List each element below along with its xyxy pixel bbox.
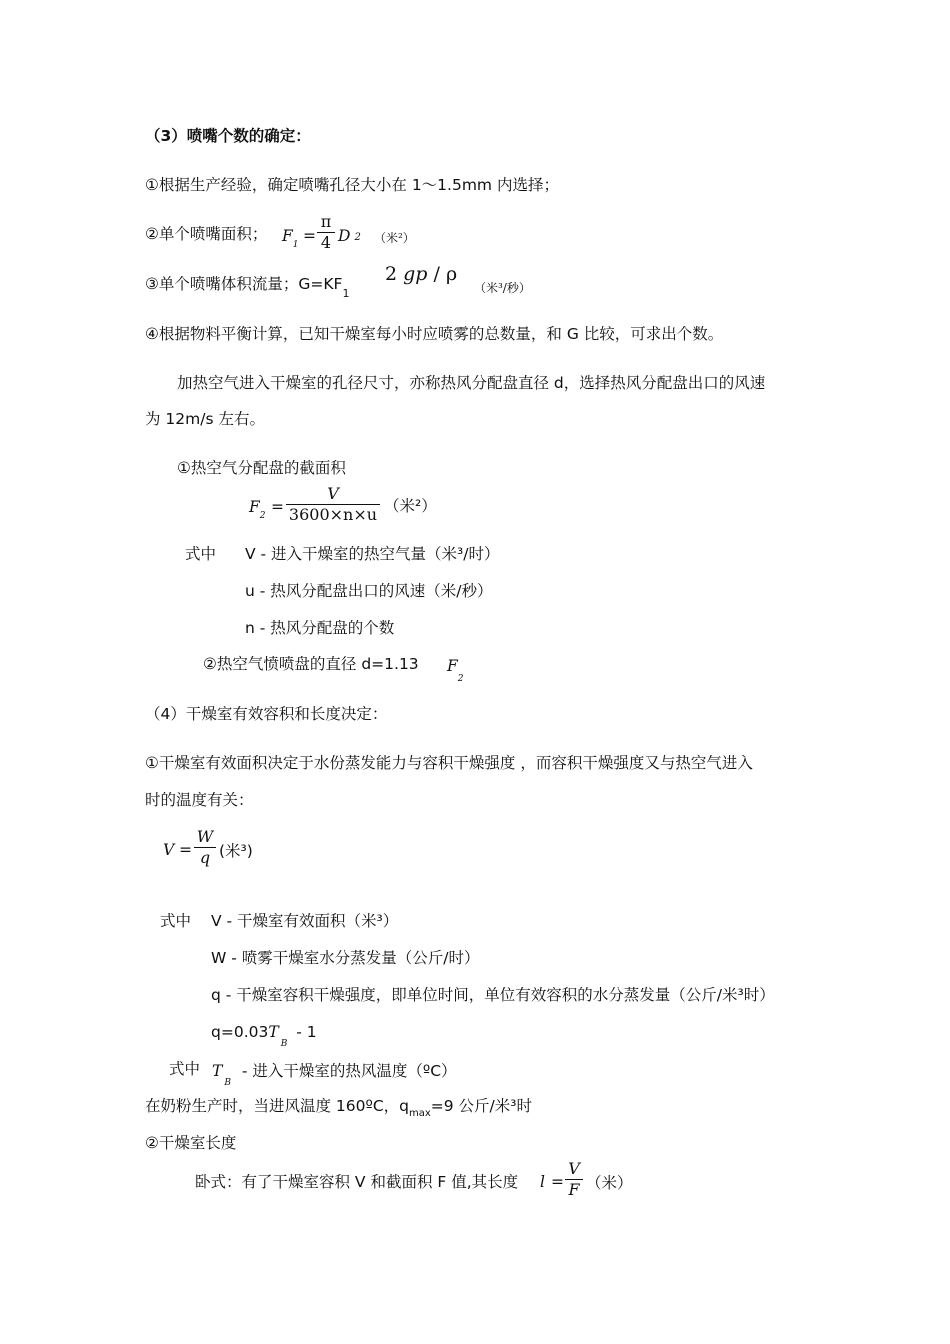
d-exponent: 2: [354, 232, 361, 243]
f2-unit: （米²）: [384, 497, 437, 515]
vol-unit: (米³): [219, 842, 253, 860]
vol-where-q: q - 干燥室容积干燥强度，即单位时间，单位有效容积的水分蒸发量（公斤/米³时）: [211, 986, 775, 1004]
nozzle-area-line: [145, 224, 267, 244]
q-formula-line: [211, 1022, 317, 1049]
effective-area-line1: ①干燥室有效面积决定于水份蒸发能力与容积干燥强度 ，而容积干燥强度又与热空气进入: [145, 754, 753, 772]
nozzle-diameter-line: ①根据生产经验，确定喷嘴孔径大小在 1～1.5mm 内选择；: [145, 176, 559, 194]
horizontal-length-text: 卧式：有了干燥室容积 V 和截面积 F 值,其长度: [195, 1173, 519, 1191]
vol-where-v: V - 干燥室有效面积（米³）: [211, 912, 399, 930]
tb-where-text: - 进入干燥室的热风温度（ºC）: [236, 1062, 457, 1080]
nozzle-area-label: ②单个喷嘴面积；: [145, 225, 268, 243]
air-where-u: u - 热风分配盘出口的风速（米/秒）: [245, 582, 493, 600]
tb-where-line: [212, 1061, 457, 1088]
section-3-heading: （3）喷嘴个数的确定：: [145, 127, 311, 145]
f2-ref-subscript: 2: [457, 674, 464, 684]
tb-where-subscript: B: [224, 1078, 231, 1088]
four-denominator: 4: [320, 233, 332, 252]
expr-gp: gp: [403, 263, 428, 285]
effective-area-line2: 时的温度有关：: [145, 791, 254, 809]
air-where-label: 式中: [185, 545, 217, 563]
q-formula-suffix: - 1: [291, 1023, 317, 1041]
f2-fraction: [286, 484, 380, 525]
vol-where-w: W - 喷雾干燥室水分蒸发量（公斤/时）: [211, 949, 480, 967]
dryer-length-heading: ②干燥室长度: [145, 1134, 237, 1152]
nozzle-area-eq: =: [303, 227, 316, 245]
nozzle-flow-unit: （米³/秒）: [474, 281, 531, 295]
expr-slash: /: [433, 263, 440, 285]
nozzle-flow-label: ③单个喷嘴体积流量；G=KF: [145, 275, 343, 293]
tb-subscript: B: [280, 1039, 288, 1049]
pi-numerator: π: [320, 212, 332, 231]
milk-powder-line: [145, 1096, 532, 1119]
f2-subscript: 2: [259, 511, 266, 521]
f2-lhs: [249, 497, 266, 520]
distributor-diameter-var: [447, 656, 464, 684]
section-4-heading: （4）干燥室有效容积和长度决定：: [145, 705, 388, 723]
nozzle-area-lhs: [282, 226, 299, 249]
f2-denominator: 3600×n×u: [288, 505, 378, 524]
length-lhs: l: [540, 1173, 545, 1191]
hot-air-paragraph-line1: 加热空气进入干燥室的孔径尺寸，亦称热风分配盘直径 d，选择热风分配盘出口的风速: [177, 374, 766, 392]
nozzle-count-line: ④根据物料平衡计算，已知干燥室每小时应喷雾的总数量，和 G 比较，可求出个数。: [145, 325, 724, 343]
f2-eq: =: [271, 498, 284, 516]
vol-eq: =: [179, 841, 192, 859]
w-over-q-fraction: [194, 827, 216, 868]
f2-numerator: V: [327, 484, 339, 503]
v-over-f-fraction: [565, 1159, 583, 1200]
d-symbol: D: [338, 227, 351, 245]
v-numerator: V: [568, 1159, 580, 1178]
f2-ref-symbol: F: [447, 657, 458, 675]
expr-rho: ρ: [445, 263, 458, 285]
length-eq: =: [551, 1173, 564, 1191]
milk-line-value: =9 公斤/米³时: [430, 1097, 532, 1115]
f1-symbol: F: [282, 227, 293, 245]
distributor-diameter-text: ②热空气愤喷盘的直径 d=1.13: [203, 655, 419, 673]
expr-two: 2: [385, 263, 398, 285]
tb-where-symbol: T: [212, 1062, 223, 1080]
distributor-area-heading: ①热空气分配盘的截面积: [177, 459, 346, 477]
f1-subscript: 1: [292, 240, 299, 250]
air-where-n: n - 热风分配盘的个数: [245, 619, 395, 637]
sqrt-expression: [385, 262, 457, 286]
w-numerator: W: [196, 827, 214, 846]
milk-line-text: 在奶粉生产时，当进风温度 160ºC，q: [145, 1097, 409, 1115]
nozzle-area-d: [338, 226, 361, 249]
nozzle-area-unit: （米²）: [374, 231, 415, 245]
pi-over-4-fraction: [317, 212, 335, 253]
kf1-subscript: 1: [342, 287, 350, 300]
tb-where-label: 式中: [169, 1060, 201, 1078]
distributor-diameter-line: [203, 654, 419, 674]
vol-where-label: 式中: [160, 912, 192, 930]
hot-air-paragraph-line2: 为 12m/s 左右。: [145, 410, 265, 428]
air-where-v: V - 进入干燥室的热空气量（米³/时）: [245, 545, 500, 563]
vol-lhs: V: [163, 841, 175, 859]
length-unit: （米）: [586, 1174, 633, 1192]
nozzle-flow-line: [145, 274, 350, 300]
q-denominator: q: [199, 848, 211, 867]
qmax-subscript: max: [408, 1108, 431, 1119]
f-denominator: F: [568, 1180, 580, 1199]
tb-symbol: T: [268, 1023, 279, 1041]
q-formula-prefix: q=0.03: [211, 1023, 269, 1041]
f2-symbol: F: [249, 498, 260, 516]
